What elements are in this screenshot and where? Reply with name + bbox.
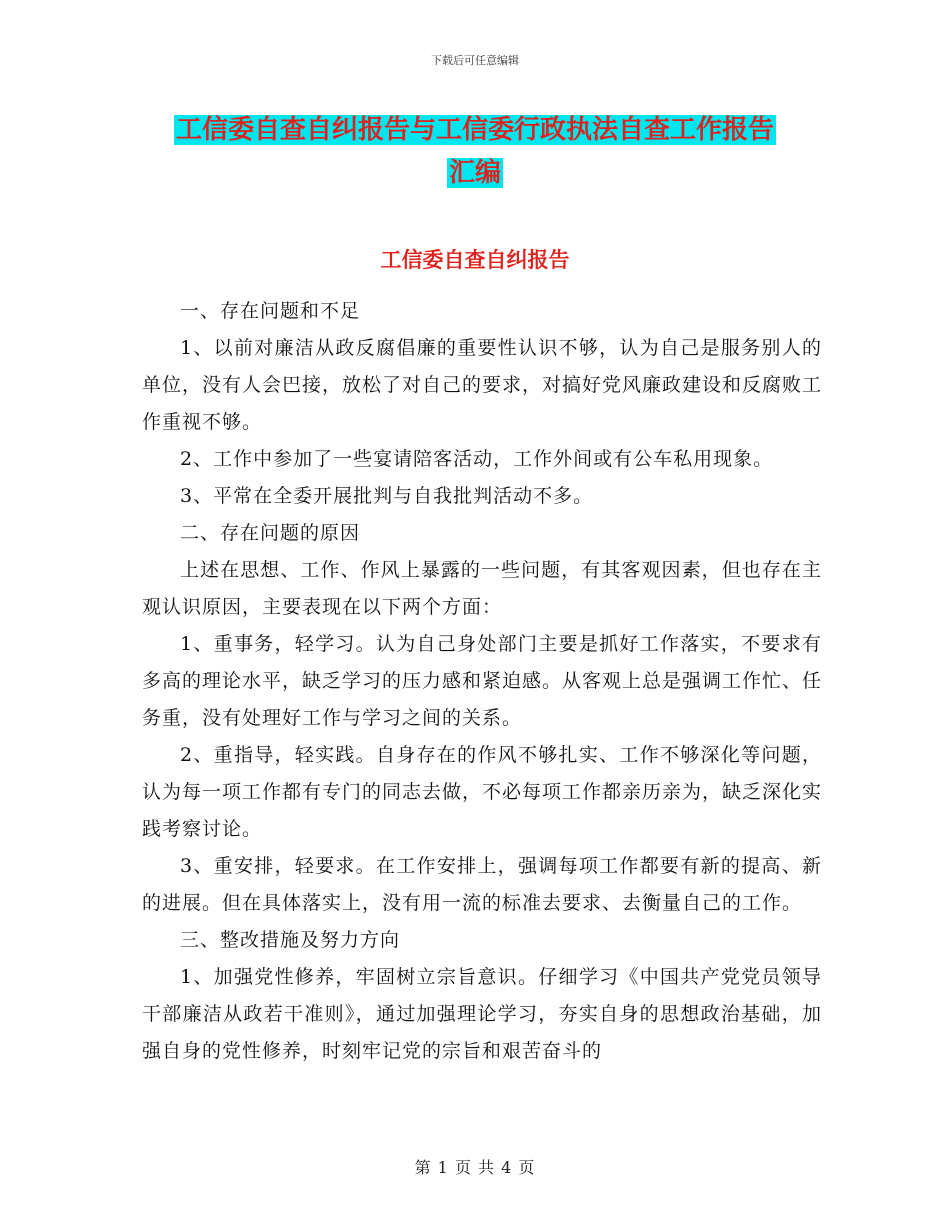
paragraph: 1、重事务，轻学习。认为自己身处部门主要是抓好工作落实，不要求有多高的理论水平，缺乏学习的压力感和紧迫感。从客观上总是强调工作忙、任务重，没有处理好工作与学习之间的关系。	[142, 633, 823, 729]
paragraph: 1、加强党性修养，牢固树立宗旨意识。仔细学习《中国共产党党员领导干部廉洁从政若干准则》，通过加强理论学习，夯实自身的思想政治基础，加强自身的党性修养，时刻牢记党的宗旨和艰苦奋斗的	[142, 966, 822, 1062]
header-note: 下载后可任意编辑	[431, 54, 519, 67]
document-body	[142, 293, 822, 1070]
paragraph: 2、工作中参加了一些宴请陪客活动，工作外间或有公车私用现象。	[180, 448, 774, 470]
page-number-footer: 第 1 页 共 4 页	[414, 1158, 536, 1177]
paragraph: 3、平常在全委开展批判与自我批判活动不多。	[180, 485, 594, 507]
heading-problems: 一、存在问题和不足	[180, 300, 361, 322]
document-title-text-2: 汇编	[448, 158, 501, 188]
heading-causes: 二、存在问题的原因	[180, 522, 361, 544]
paragraph: 2、重指导，轻实践。自身存在的作风不够扎实、工作不够深化等问题，认为每一项工作都有专门的同志去做，不必每项工作都亲历亲为，缺乏深化实践考察讨论。	[142, 744, 823, 840]
paragraph: 3、重安排，轻要求。在工作安排上，强调每项工作都要有新的提高、新的进展。但在具体落实上，没有用一流的标准去要求、去衡量自己的工作。	[142, 855, 822, 914]
paragraph: 1、以前对廉洁从政反腐倡廉的重要性认识不够，认为自己是服务别人的单位，没有人会巴接，放松了对自己的要求，对搞好党风廉政建设和反腐败工作重视不够。	[142, 337, 823, 433]
document-title-line-2	[0, 153, 950, 193]
paragraph: 上述在思想、工作、作风上暴露的一些问题，有其客观因素，但也存在主观认识原因，主要表现在以下两个方面：	[142, 559, 822, 618]
section-title: 工信委自查自纠报告	[380, 248, 570, 272]
document-title-text-1: 工信委自查自纠报告与工信委行政执法自查工作报告	[175, 115, 774, 145]
document-title-line-1	[0, 110, 950, 150]
heading-measures: 三、整改措施及努力方向	[180, 929, 401, 951]
